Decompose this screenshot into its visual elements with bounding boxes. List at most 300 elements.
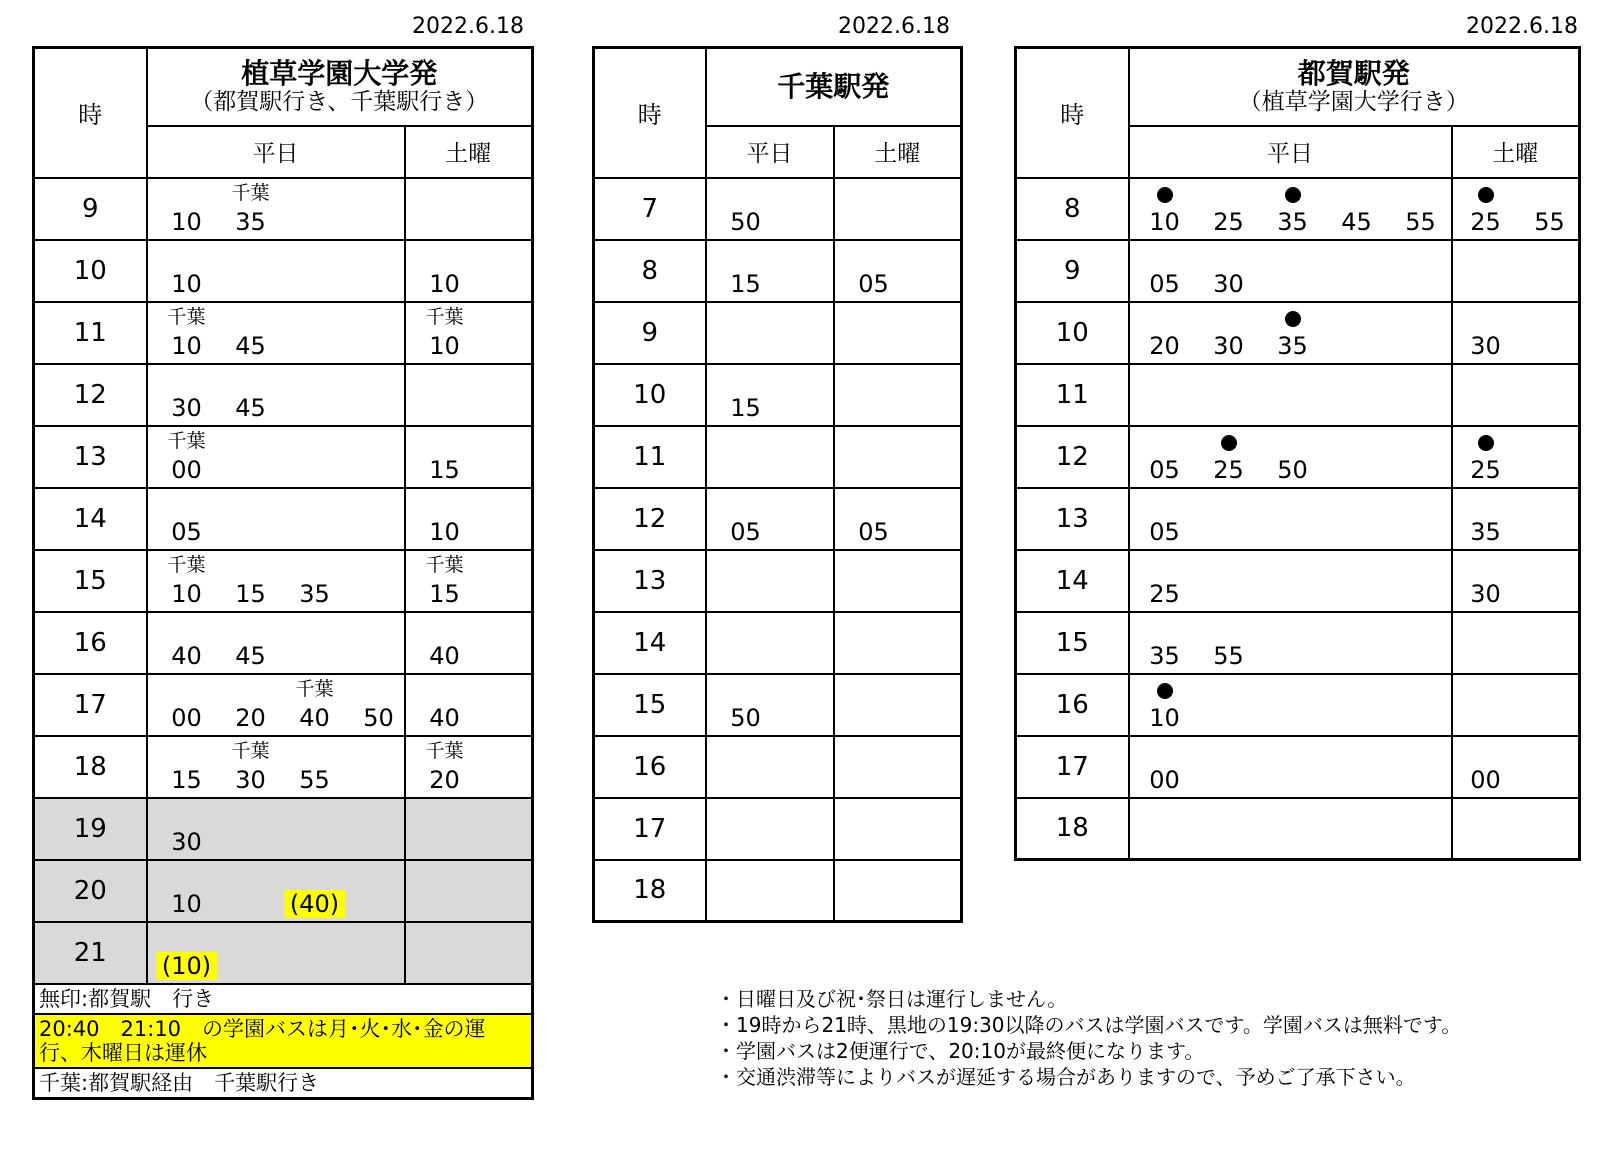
weekday-cell [147,922,405,984]
departure-minute: 45 [235,641,266,670]
time-list [406,303,532,363]
time-list [1453,241,1579,301]
hour-row [594,240,962,302]
hour-cell: 8 [594,240,706,302]
departure-entry [1142,303,1188,363]
departure-minute: 45 [235,393,266,422]
departure-entry [228,365,274,425]
departure-entry [356,675,402,735]
hour-cell: 18 [1016,798,1129,860]
departure-entry [164,551,210,611]
departure-entry [422,303,468,363]
departure-minute: 30 [1470,331,1501,360]
hour-cell: 14 [594,612,706,674]
time-list [148,303,404,363]
table-subtitle: （植草学園大学行き） [1238,88,1469,115]
departure-minute: 10 [171,269,202,298]
footer-note: ・学園バスは2便運行で、20:10が最終便になります。 [716,1039,1205,1063]
weekday-cell [706,550,834,612]
time-list [1130,737,1451,797]
dot-icon [1478,435,1494,451]
hour-cell: 11 [34,302,147,364]
time-list [406,675,532,735]
saturday-cell [834,240,962,302]
table-title: 植草学園大学発 [241,56,438,90]
time-list [1453,489,1579,549]
hour-cell: 12 [1016,426,1129,488]
departure-entry [1142,551,1188,611]
saturday-cell [405,240,533,302]
hour-row [1016,240,1580,302]
hour-row [594,178,962,240]
time-list [1453,613,1579,673]
time-list [406,551,532,611]
time-list [707,613,833,673]
hour-cell: 15 [34,550,147,612]
departure-entry [723,365,769,425]
weekday-cell [147,426,405,488]
weekday-cell [1129,426,1452,488]
legend-note: 20:40 21:10 の学園バスは月･火･水･金の運行、木曜日は運休 [35,1015,531,1067]
hour-cell: 16 [594,736,706,798]
hour-row [594,488,962,550]
time-list [1130,427,1451,487]
departure-minute: 15 [171,765,202,794]
hour-cell: 14 [34,488,147,550]
hour-cell: 13 [1016,488,1129,550]
departure-minute: 45 [1341,207,1372,236]
dot-icon [1285,311,1301,327]
departure-entry [228,675,274,735]
time-list [835,241,961,301]
departure-entry [723,489,769,549]
time-list [148,489,404,549]
saturday-cell [834,550,962,612]
hour-cell: 14 [1016,550,1129,612]
departure-minute: 10 [1149,207,1180,236]
table-title: 千葉駅発 [777,69,890,103]
saturday-cell [405,488,533,550]
time-list [835,613,961,673]
weekday-cell [1129,488,1452,550]
hour-cell: 11 [1016,364,1129,426]
hour-cell: 7 [594,178,706,240]
departure-minute: 25 [1149,579,1180,608]
departure-minute: 05 [1149,455,1180,484]
departure-minute: 05 [730,517,761,546]
hour-row [1016,798,1580,860]
hour-cell: 10 [34,240,147,302]
destination-mark: 千葉 [167,553,206,576]
saturday-cell [405,736,533,798]
note-row [34,984,533,1014]
destination-mark: 千葉 [167,429,206,452]
departure-entry [1206,241,1252,301]
departure-entry [228,613,274,673]
departure-minute: 50 [730,207,761,236]
time-list [1453,675,1579,735]
departure-minute: 20 [1149,331,1180,360]
hour-cell: 20 [34,860,147,922]
weekday-cell [1129,302,1452,364]
departure-minute: 00 [1149,765,1180,794]
departure-entry [164,427,210,487]
time-list [1453,799,1579,859]
destination-mark: 千葉 [425,739,464,762]
time-list [835,551,961,611]
timetable-tsuga [1014,46,1581,861]
hour-row [34,426,533,488]
time-list [707,799,833,859]
departure-minute: 10 [1149,703,1180,732]
hour-row [1016,736,1580,798]
saturday-cell [1452,674,1580,736]
departure-entry [164,613,210,673]
hour-cell: 9 [34,178,147,240]
time-list [148,675,404,735]
departure-entry [1142,241,1188,301]
hour-row [1016,612,1580,674]
departure-minute: 30 [1213,269,1244,298]
departure-entry [164,861,210,921]
time-list [707,365,833,425]
departure-entry [164,675,210,735]
departure-minute: 50 [730,703,761,732]
saturday-cell [834,178,962,240]
dot-icon [1157,187,1173,203]
departure-minute: 05 [171,517,202,546]
departure-minute: 35 [1277,207,1308,236]
departure-minute: 30 [171,827,202,856]
time-list [406,737,532,797]
weekday-cell [706,426,834,488]
departure-entry [228,737,274,797]
hour-row [34,922,533,984]
departure-minute: 15 [235,579,266,608]
destination-mark: 千葉 [167,305,206,328]
weekday-cell [147,488,405,550]
departure-entry [1334,179,1380,239]
time-list [707,427,833,487]
departure-entry [164,365,210,425]
departure-minute: (10) [156,952,217,980]
date-label-1: 2022.6.18 [412,14,524,39]
weekday-cell [147,240,405,302]
departure-entry [164,241,210,301]
hour-row [594,674,962,736]
weekday-cell [1129,674,1452,736]
departure-entry [1463,737,1509,797]
departure-minute: 05 [858,517,889,546]
hour-row [594,426,962,488]
legend-note: 無印:都賀駅 行き [39,986,215,1011]
time-list [1453,427,1579,487]
departure-entry [1142,489,1188,549]
hour-row [34,488,533,550]
departure-entry [1142,675,1188,735]
departure-minute: 10 [429,517,460,546]
weekday-cell [706,488,834,550]
footer-note: ・交通渋滞等によりバスが遅延する場合がありますので、予めご了承下さい。 [716,1065,1416,1089]
departure-entry [1270,179,1316,239]
departure-entry [164,303,210,363]
departure-minute: 40 [171,641,202,670]
departure-minute: 20 [235,703,266,732]
time-list [406,923,532,983]
hour-row [34,798,533,860]
departure-entry [1206,179,1252,239]
departure-entry [1206,303,1252,363]
time-list [835,365,961,425]
departure-entry [164,489,210,549]
hour-cell: 13 [34,426,147,488]
time-list [148,923,404,983]
table-subtitle: （都賀駅行き、千葉駅行き） [190,88,489,115]
hour-row [34,674,533,736]
departure-entry [422,613,468,673]
weekday-cell [147,302,405,364]
departure-entry [289,861,340,921]
weekday-cell [1129,550,1452,612]
hour-cell: 17 [1016,736,1129,798]
time-list [707,861,833,921]
time-list [707,179,833,239]
time-list [1453,303,1579,363]
departure-minute: 30 [1213,331,1244,360]
time-list [148,365,404,425]
departure-minute: 35 [235,207,266,236]
hour-row [1016,364,1580,426]
saturday-cell [1452,612,1580,674]
time-list [406,179,532,239]
saturday-header: 土曜 [834,126,962,178]
weekday-cell [1129,736,1452,798]
hour-cell: 18 [594,860,706,922]
saturday-cell [405,612,533,674]
saturday-cell [1452,302,1580,364]
table-title-cell [1129,48,1580,126]
hour-row [1016,488,1580,550]
hour-row [34,302,533,364]
departure-entry [1270,427,1316,487]
time-list [835,861,961,921]
departure-entry [1463,303,1509,363]
hour-cell: 9 [594,302,706,364]
weekday-cell [706,240,834,302]
footer-note: ・19時から21時、黒地の19:30以降のバスは学園バスです。学園バスは無料です。 [716,1013,1462,1037]
time-list [406,613,532,673]
hour-row [594,550,962,612]
footer-notes [716,986,1461,1090]
departure-minute: 55 [1213,641,1244,670]
time-list [406,861,532,921]
saturday-cell [405,302,533,364]
destination-mark: 千葉 [425,305,464,328]
departure-entry [1142,179,1188,239]
destination-mark: 千葉 [231,181,270,204]
departure-minute: 05 [858,269,889,298]
time-list [835,675,961,735]
time-list [1130,489,1451,549]
hour-cell: 16 [1016,674,1129,736]
departure-minute: 40 [429,641,460,670]
hour-cell: 18 [34,736,147,798]
hour-cell: 16 [34,612,147,674]
time-list [835,737,961,797]
departure-entry [161,923,212,983]
time-list [406,799,532,859]
dot-icon [1285,187,1301,203]
departure-minute: 25 [1213,455,1244,484]
saturday-header: 土曜 [405,126,533,178]
weekday-cell [706,674,834,736]
hour-cell: 12 [594,488,706,550]
departure-entry [723,179,769,239]
departure-entry [1270,303,1316,363]
weekday-cell [706,798,834,860]
weekday-header: 平日 [1129,126,1452,178]
departure-minute: 05 [1149,269,1180,298]
saturday-cell [405,674,533,736]
time-list [148,241,404,301]
time-list [406,489,532,549]
time-list [1453,551,1579,611]
departure-entry [1527,179,1573,239]
departure-minute: 30 [171,393,202,422]
weekday-cell [1129,798,1452,860]
saturday-cell [834,736,962,798]
time-list [1130,613,1451,673]
departure-entry [422,489,468,549]
hour-row [1016,302,1580,364]
departure-minute: 00 [171,703,202,732]
hour-row [34,178,533,240]
departure-minute: 25 [1470,207,1501,236]
time-list [148,551,404,611]
saturday-cell [405,426,533,488]
timetable-chiba [592,46,963,923]
weekday-cell [706,178,834,240]
departure-minute: 35 [1149,641,1180,670]
hour-cell: 17 [594,798,706,860]
hour-row [34,240,533,302]
date-label-2: 2022.6.18 [838,14,950,39]
saturday-cell [1452,240,1580,302]
departure-entry [851,241,897,301]
hour-cell: 21 [34,922,147,984]
weekday-cell [147,674,405,736]
hour-row [594,364,962,426]
departure-minute: 10 [429,269,460,298]
weekday-cell [706,860,834,922]
note-row [34,1014,533,1068]
weekday-cell [706,364,834,426]
time-list [1130,365,1451,425]
saturday-cell [1452,426,1580,488]
departure-entry [292,551,338,611]
departure-minute: 35 [299,579,330,608]
departure-entry [422,675,468,735]
time-list [148,799,404,859]
time-list [835,489,961,549]
saturday-header: 土曜 [1452,126,1580,178]
hour-row [34,860,533,922]
time-list [1453,737,1579,797]
hour-row [1016,674,1580,736]
hour-row [1016,178,1580,240]
weekday-cell [147,860,405,922]
saturday-cell [405,550,533,612]
time-list [1453,179,1579,239]
dot-icon [1221,435,1237,451]
departure-minute: 55 [1405,207,1436,236]
departure-minute: 25 [1213,207,1244,236]
saturday-cell [405,922,533,984]
time-list [1130,303,1451,363]
weekday-cell [1129,364,1452,426]
departure-entry [422,737,468,797]
departure-entry [1463,179,1509,239]
departure-entry [1206,613,1252,673]
weekday-cell [1129,240,1452,302]
departure-minute: 10 [171,889,202,918]
departure-entry [164,799,210,859]
departure-minute: 10 [429,331,460,360]
saturday-cell [834,364,962,426]
hour-row [594,736,962,798]
time-list [707,551,833,611]
time-list [707,737,833,797]
departure-entry [1463,489,1509,549]
departure-entry [228,179,274,239]
departure-minute: 50 [363,703,394,732]
weekday-header: 平日 [706,126,834,178]
departure-minute: 35 [1470,517,1501,546]
departure-minute: 35 [1277,331,1308,360]
table-title-cell [147,48,533,126]
departure-minute: 40 [299,703,330,732]
time-list [148,737,404,797]
hour-cell: 15 [1016,612,1129,674]
hour-row [1016,426,1580,488]
saturday-cell [405,860,533,922]
departure-entry [1142,737,1188,797]
departure-entry [1463,551,1509,611]
hour-cell: 19 [34,798,147,860]
departure-minute: 40 [429,703,460,732]
weekday-cell [706,736,834,798]
timetable-university [32,46,534,1100]
hour-column-header: 時 [34,48,147,178]
saturday-cell [834,860,962,922]
saturday-cell [834,426,962,488]
saturday-cell [834,674,962,736]
departure-entry [422,551,468,611]
departure-minute: 10 [171,579,202,608]
hour-cell: 10 [1016,302,1129,364]
weekday-cell [147,178,405,240]
saturday-cell [834,798,962,860]
hour-row [594,860,962,922]
footer-note: ・日曜日及び祝･祭日は運行しません。 [716,987,1068,1011]
departure-minute: 30 [1470,579,1501,608]
departure-minute: 55 [299,765,330,794]
weekday-cell [147,612,405,674]
departure-minute: (40) [284,890,345,918]
departure-minute: 15 [429,455,460,484]
weekday-cell [147,798,405,860]
time-list [148,179,404,239]
